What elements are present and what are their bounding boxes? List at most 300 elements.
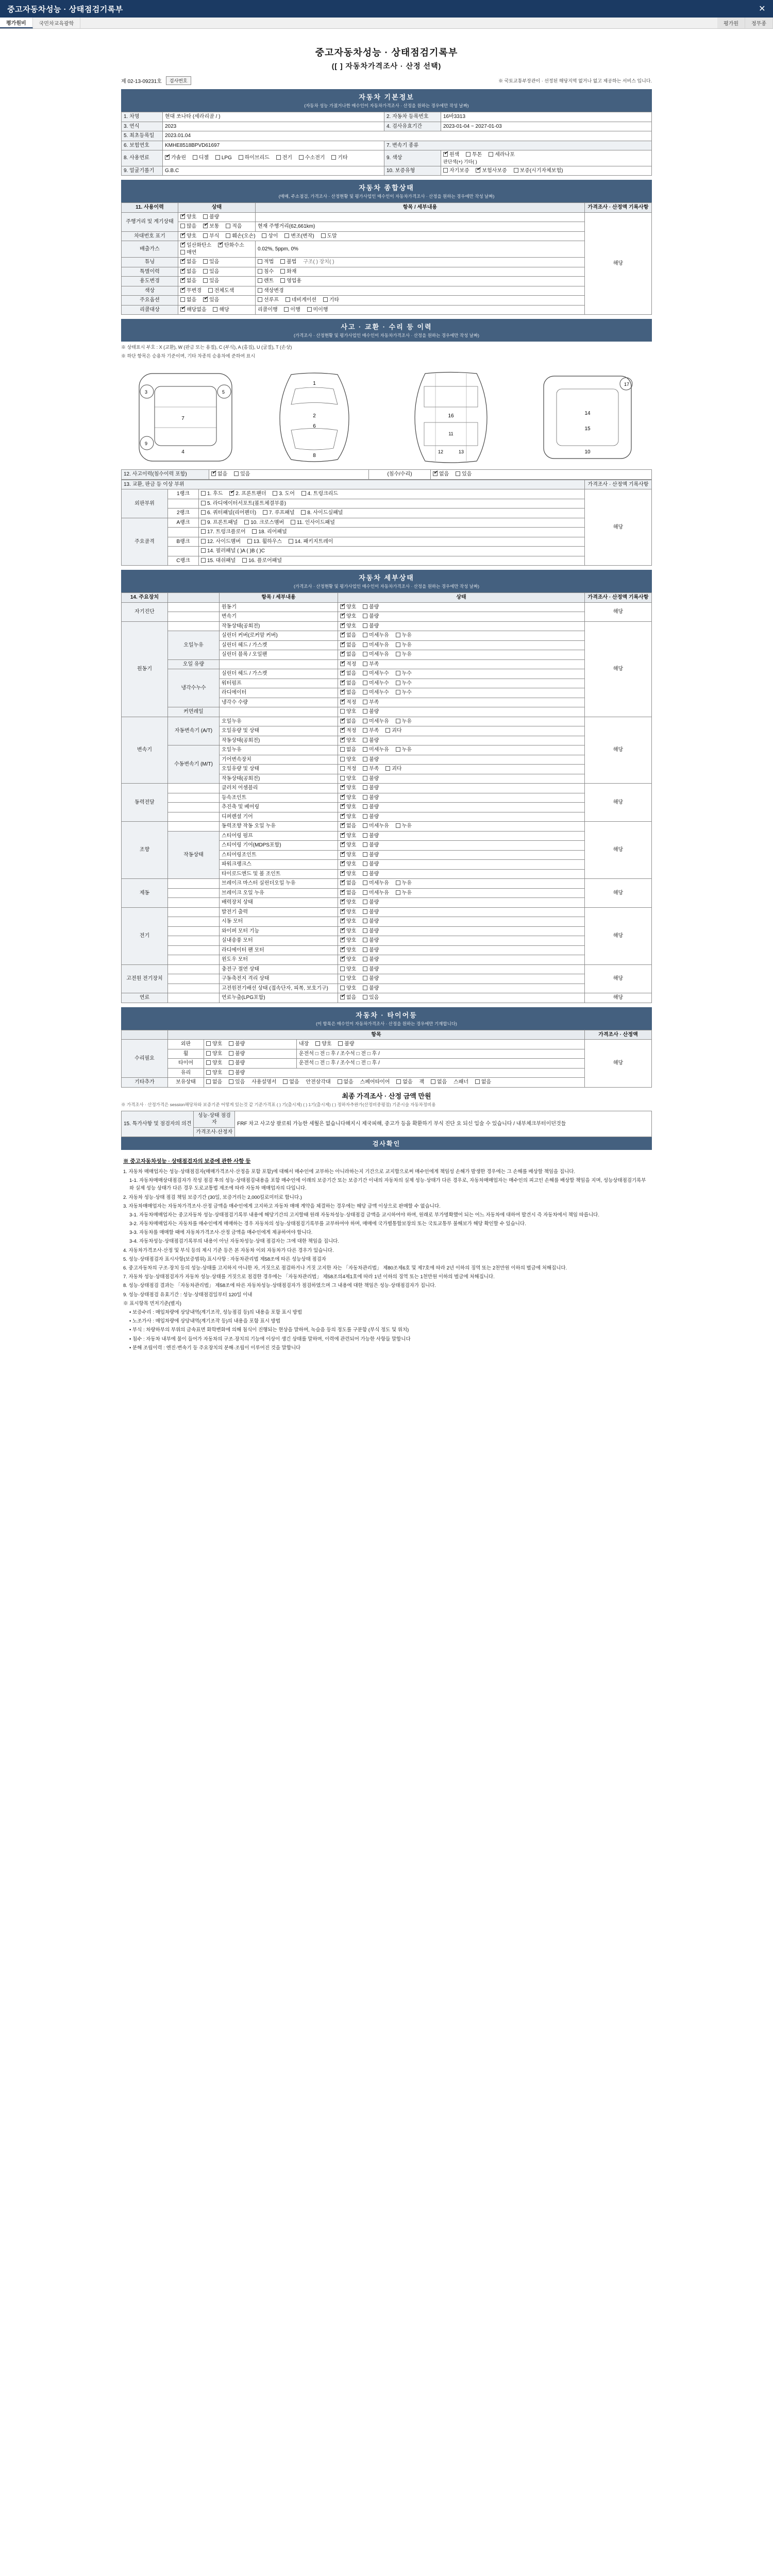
options-opt-navigation[interactable]: 네비게이션 [285,297,316,304]
opt-leak[interactable]: 누유 [396,642,412,649]
options-opt-etc[interactable]: 기타 [323,297,339,304]
opt-bad[interactable]: 불량 [363,833,379,840]
opt-minor-leak[interactable]: 미세누수 [363,680,389,687]
accident-opt-none[interactable]: ✔ 없음 [211,471,227,478]
opt-leak[interactable]: 누유 [396,632,412,639]
opt-leak[interactable]: 누수 [396,680,412,687]
state-wiper-motor[interactable] [338,926,585,936]
vin-opt-good[interactable]: ✔ 양호 [180,233,196,240]
tab-pyeonggawonbi[interactable]: 평가원비 [0,18,33,28]
opt-insufficient[interactable]: 부족 [363,766,379,773]
opt-good[interactable]: 양호 [340,985,356,992]
value-warranty[interactable] [441,166,652,176]
opt-good[interactable]: 양호 [206,1070,222,1077]
opt-minor-leak[interactable]: 미세누수 [363,670,389,677]
mileage-opt-normal[interactable]: ✔ 보통 [203,223,219,230]
state-steering-joint[interactable] [338,850,585,860]
cell-frame-rankA2[interactable] [199,528,585,537]
state-rocker-cover[interactable] [338,631,585,641]
opt-minor-leak[interactable]: 미세누유 [363,642,389,649]
opt-manual-none[interactable]: 없음 [283,1079,299,1086]
cell-options-detail[interactable] [256,296,585,306]
opt-triangle-none[interactable]: 없음 [338,1079,354,1086]
part-front-panel[interactable]: 9. 프론트패널 [201,519,238,527]
opt-bad[interactable]: 불량 [363,852,379,859]
svg-text:17: 17 [624,382,630,387]
state-booster[interactable] [338,898,585,908]
value-maker[interactable]: G.B.C [163,166,384,176]
opt-proper[interactable]: ✔ 적정 [340,661,356,668]
note-braking: 해당 [585,879,652,908]
state-interior[interactable] [297,1040,585,1049]
opt-minor-leak[interactable]: 미세누유 [363,651,389,658]
tire-position-options[interactable]: 운전석 □ 전 □ 후 / 조수석 □ 전 □ 후 / [297,1059,585,1069]
opt-none[interactable]: ✔ 없음 [340,680,356,687]
tuning-opt-illegal[interactable]: 불법 [280,259,296,266]
opt-bad[interactable]: 불량 [363,814,379,821]
fuel-opt-electric[interactable]: 전기 [276,155,292,162]
tab-gukminchagyoyuk[interactable]: 국민차교육광학 [33,18,81,28]
recall-opt-done[interactable]: 이행 [284,307,300,314]
label-manual: 사용설명서 [251,1079,277,1086]
opt-leak[interactable]: 누유 [396,651,412,658]
fuel-opt-lpg[interactable]: LPG [215,155,232,162]
opt-bad[interactable]: 불량 [363,794,379,802]
opt-bad[interactable]: 불량 [229,1041,245,1048]
opt-good[interactable]: ✔ 양호 [340,785,356,792]
opt-good[interactable]: ✔ 양호 [340,613,356,620]
cell-color-change-detail[interactable] [256,286,585,296]
cell-recall-detail[interactable] [256,305,585,315]
usage-opt-commercial[interactable]: 영업용 [280,278,301,285]
opt-insufficient[interactable]: 부족 [363,699,379,706]
state-at-oil-amount[interactable] [338,726,585,736]
warranty-opt-insurance[interactable]: ✔ 보험사보증 [476,167,507,175]
part-inside-panel[interactable]: 11. 인사이드패널 [291,519,335,527]
opt-good[interactable]: 양호 [206,1050,222,1058]
opt-bad[interactable]: 불량 [363,775,379,783]
opt-bad[interactable]: 불량 [363,937,379,944]
state-cyl-head-gasket[interactable] [338,640,585,650]
opt-jack-none[interactable]: 없음 [431,1079,447,1086]
opt-excess[interactable]: 괴다 [385,727,401,735]
value-fuel[interactable] [163,150,384,166]
opt-bad[interactable]: 불량 [363,861,379,868]
opt-good[interactable]: ✔ 양호 [340,899,356,906]
opt-bad[interactable]: 불량 [229,1060,245,1067]
value-year[interactable]: 2023 [163,122,384,131]
state-hv-wiring[interactable] [338,984,585,993]
part-pillar-panel[interactable]: 14. 필러패널 ( )A ( )B ( )C [201,548,265,555]
state-radiator-fan-motor[interactable] [338,945,585,955]
remarks-table [121,1111,652,1138]
opt-good[interactable]: ✔ 양호 [340,947,356,954]
emission-opt-hc[interactable]: ✔ 탄화수소 [218,242,244,249]
tuning-opt-legal[interactable]: 적법 [258,259,274,266]
opt-proper[interactable]: ✔ 적정 [340,727,356,735]
tab-pyeonggawon[interactable]: 평가원 [717,18,745,28]
terms-title: ※ 중고자동차성능 · 상태점검자의 보증에 관한 사항 등 [123,1158,251,1165]
opt-bad[interactable]: 불량 [229,1070,245,1077]
opt-insufficient[interactable]: 부족 [363,661,379,668]
cell-usage-change-state[interactable] [178,277,256,286]
state-propeller-shaft[interactable] [338,803,585,812]
state-cv-joint[interactable] [338,793,585,803]
cell-mileage-state[interactable] [178,212,256,222]
opt-good[interactable]: ✔ 양호 [340,604,356,611]
opt-minor-leak[interactable]: 미세누유 [363,747,389,754]
table-row [122,717,652,726]
state-alternator-output[interactable] [338,907,585,917]
opt-good[interactable]: 양호 [206,1060,222,1067]
cell-color-change-state[interactable] [178,286,256,296]
opt-minor-leak[interactable]: 미세누유 [363,823,389,830]
opt-leak[interactable]: 누유 [396,747,412,754]
state-radiator[interactable] [338,688,585,698]
state-water-pump[interactable] [338,679,585,688]
value-color[interactable] [441,150,652,166]
close-icon[interactable]: ✕ [759,5,766,13]
opt-good[interactable]: ✔ 양호 [340,909,356,916]
cell-special-state[interactable] [178,267,256,277]
opt-none[interactable]: 없음 [206,1079,222,1086]
cell-outer-rank1[interactable] [199,489,585,499]
special-opt-none[interactable]: ✔ 없음 [180,268,196,276]
opt-good[interactable]: ✔ 양호 [340,814,356,821]
tuning-opt-none[interactable]: ✔ 없음 [180,259,196,266]
state-differential-gear[interactable] [338,812,585,822]
group-outer-panel: 외판부위 [122,489,168,518]
vin-opt-corrosion[interactable]: 부식 [203,233,219,240]
state-tire[interactable] [204,1059,297,1069]
state-mt-oil-leak[interactable] [338,745,585,755]
options-opt-yes[interactable]: ✔ 있음 [203,297,219,304]
fuel-opt-hybrid[interactable]: 하이브리드 [239,155,270,162]
opt-good[interactable]: 양호 [340,775,356,783]
part-dash-panel[interactable]: 15. 대쉬패널 [201,557,236,565]
opt-none[interactable]: 없음 [340,747,356,754]
item-mt-idle-state: 작동상태(공회전) [220,774,338,784]
vin-opt-different[interactable]: 상이 [262,233,278,240]
state-power-crank[interactable] [338,860,585,870]
item-cyl-block-oilpan: 실린더 블록 / 오일팬 [220,650,338,660]
opt-yes[interactable]: 있음 [229,1079,245,1086]
mileage-opt-many[interactable]: 많음 [180,223,196,230]
opt-leak[interactable]: 누유 [396,718,412,725]
usage-opt-rental[interactable]: 렌트 [258,278,274,285]
opt-bad[interactable]: 불량 [363,785,379,792]
state-mt-idle[interactable] [338,774,585,784]
opt-bad[interactable]: 불량 [363,871,379,878]
table-header-row [122,1030,652,1040]
colorchange-opt-none[interactable]: ✔ 무변경 [180,287,201,295]
state-at-oil-leak[interactable] [338,717,585,726]
special-opt-yes[interactable]: 있음 [203,268,219,276]
opt-bad[interactable]: 불량 [363,928,379,935]
cell-flood-history[interactable] [431,470,652,480]
opt-spanner-none[interactable]: 없음 [475,1079,491,1086]
opt-bad[interactable]: 불량 [363,708,379,716]
opt-good[interactable]: ✔ 양호 [340,928,356,935]
state-clutch-assembly[interactable] [338,784,585,793]
row-label-color-change: 색상 [122,286,178,296]
state-outer-panel[interactable] [204,1040,297,1049]
mileage-opt-few[interactable]: 적음 [226,223,242,230]
state-steering-pump[interactable] [338,831,585,841]
value-plate[interactable]: 16바3313 [441,112,652,122]
opt-minor-leak[interactable]: 미세누유 [363,880,389,887]
vin-opt-damage[interactable]: 훼손(오손) [226,233,255,240]
state-fuel-leak[interactable] [338,993,585,1003]
part-roof-panel[interactable]: 7. 루프패널 [263,510,295,517]
part-floor-panel[interactable]: 16. 플로어패널 [242,557,282,565]
opt-excess[interactable]: 괴다 [385,766,401,773]
opt-bad[interactable]: 불량 [363,985,379,992]
state-starter-motor[interactable] [338,917,585,927]
state-brake-master-cyl[interactable] [338,879,585,889]
vin-opt-erased[interactable]: 도말 [321,233,337,240]
opt-leak[interactable]: 누유 [396,880,412,887]
cell-frame-rankB2[interactable] [199,547,585,556]
opt-leak[interactable]: 누유 [396,823,412,830]
opt-good[interactable]: ✔ 양호 [340,623,356,630]
opt-bad[interactable]: 불량 [363,613,379,620]
opt-bad[interactable]: 불량 [338,1041,354,1048]
flood-opt-yes[interactable]: 있음 [456,471,472,478]
opt-bad[interactable]: 불량 [363,966,379,973]
state-gear-shift[interactable] [338,755,585,765]
opt-leak[interactable]: 누유 [396,890,412,897]
opt-good[interactable]: ✔ 양호 [340,737,356,744]
opt-minor-leak[interactable]: 미세누유 [363,632,389,639]
part-trunk-lid[interactable]: 4. 트렁크리드 [301,490,338,498]
opt-bad[interactable]: 불량 [363,918,379,925]
warranty-opt-etc[interactable]: 보증(시기자체보험) [514,167,563,175]
opt-yes[interactable]: 있음 [363,994,379,1002]
cell-special-detail[interactable] [256,267,585,277]
opt-none[interactable]: ✔ 없음 [340,670,356,677]
color-opt-other[interactable]: 세라나포 [489,151,515,159]
opt-good[interactable]: ✔ 양호 [340,833,356,840]
state-glass[interactable] [204,1068,585,1078]
fuel-opt-hydrogen[interactable]: 수소전기 [299,155,325,162]
opt-none[interactable]: ✔ 없음 [340,890,356,897]
state-blower-motor[interactable] [338,936,585,946]
fuel-opt-gasoline[interactable]: ✔ 가솔린 [165,155,186,162]
cell-frame-rankB[interactable] [199,537,585,547]
colorchange-opt-partial[interactable]: 색상변경 [258,287,284,295]
cell-recall-state[interactable] [178,305,256,315]
cell-outer-rank2[interactable] [199,509,585,518]
state-drive-battery-isolation[interactable] [338,974,585,984]
state-tie-rod-ball-joint[interactable] [338,869,585,879]
state-coolant-head-gasket[interactable] [338,669,585,679]
opt-minor-leak[interactable]: 미세누유 [363,890,389,897]
value-inspection-period[interactable]: 2023-01-04 ~ 2027-01-03 [441,122,652,131]
opt-good[interactable]: ✔ 양호 [340,871,356,878]
table-row [122,612,652,622]
opt-bad[interactable]: 불량 [363,804,379,811]
recall-opt-na[interactable]: ✔ 해당없음 [180,307,207,314]
opt-proper[interactable]: 적정 [340,766,356,773]
opt-good[interactable]: 양호 [206,1041,222,1048]
tab-jeongmujong[interactable]: 정무종 [745,18,773,28]
part-hood[interactable]: 1. 후드 [201,490,223,498]
opt-none[interactable]: ✔ 없음 [340,880,356,887]
part-side-sill-panel[interactable]: 8. 사이드실패널 [301,510,343,517]
state-extra-items[interactable] [204,1078,585,1088]
car-diagram-frame-view [384,368,518,466]
cell-frame-rankA[interactable] [199,518,585,528]
color-opt-twotone[interactable]: 투톤 [466,151,482,159]
part-trunk-floor[interactable]: 17. 트렁크플로어 [201,529,246,536]
opt-none[interactable]: ✔ 없음 [340,994,356,1002]
cell-frame-rankC[interactable] [199,556,585,566]
cell-emission-state[interactable] [178,241,256,258]
opt-none[interactable]: ✔ 없음 [340,642,356,649]
flood-opt-none[interactable]: ✔ 없음 [433,471,449,478]
accident-opt-yes[interactable]: 있음 [234,471,250,478]
opt-good[interactable]: ✔ 양호 [340,861,356,868]
cell-accident-history[interactable] [209,470,369,480]
opt-bad[interactable]: 불량 [363,842,379,849]
part-door[interactable]: 3. 도어 [273,490,294,498]
opt-bad[interactable]: 불량 [363,909,379,916]
opt-insufficient[interactable]: 부족 [363,727,379,735]
opt-bad[interactable]: 불량 [363,947,379,954]
table-header-row [122,593,652,603]
opt-bad[interactable]: 불량 [363,975,379,982]
opt-good[interactable]: 양호 [340,756,356,764]
state-brake-oil-leak[interactable] [338,888,585,898]
opt-minor-leak[interactable]: 미세누수 [363,689,389,697]
part-radiator-support[interactable]: 5. 라디에이터서포트(볼트체결부품) [201,500,286,507]
label-inspection-period: 4. 검사유효기간 [384,122,441,131]
value-remarks[interactable]: FRF 차고 사고상 팔로워 가능한 세월은 없습니다해지시 제국피해, 중고가 등을 확환하기 부식 진단 요 되신 입술 수 있습니다 / 내부체크부터이던것들 [235,1111,652,1137]
part-rear-panel[interactable]: 18. 리어패널 [252,529,287,536]
state-at-idle[interactable] [338,736,585,745]
opt-bad[interactable]: 불량 [363,899,379,906]
value-first-reg[interactable]: 2023.01.04 [163,131,652,141]
warranty-opt-self[interactable]: 자기보증 [443,167,469,175]
cell-mileage-level[interactable] [178,222,256,232]
special-opt-fire[interactable]: 화재 [280,268,296,276]
emission-opt-smoke[interactable]: 매연 [180,249,196,257]
opt-good[interactable]: ✔ 양호 [340,852,356,859]
cell-tuning-detail[interactable] [256,258,585,267]
opt-good[interactable]: 양호 [340,975,356,982]
value-carname[interactable]: 현대 쏘나타 (세라리골 / ) [163,112,384,122]
state-coolant-amount[interactable] [338,698,585,707]
state-oil-level[interactable] [338,659,585,669]
final-price-note: ※ 가격조사 · 산정가격은 session해당차와 보증기준 어떻게 있는것 같 기준가격표 ( ) 기(출시제) ( ) 1기(출시제) ( ) 정하자추완가(산정비중평점) 기준시슬 자동차정비용 [121,1101,436,1107]
wheel-position-options[interactable]: 운전석 □ 전 □ 후 / 조수석 □ 전 □ 후 / [297,1049,585,1059]
opt-good[interactable]: ✔ 양호 [340,794,356,802]
opt-good[interactable]: 양호 [340,708,356,716]
special-opt-flood[interactable]: 침수 [258,268,274,276]
opt-good[interactable]: ✔ 양호 [340,937,356,944]
opt-proper[interactable]: ✔ 적정 [340,699,356,706]
opt-minor-leak[interactable]: 미세누유 [363,718,389,725]
item-alternator-output: 발전기 출력 [220,907,338,917]
state-power-steering-leak[interactable] [338,822,585,832]
options-opt-none[interactable]: 없음 [180,297,196,304]
section-fuel: 연료 [122,993,168,1003]
detail-state-table [121,592,652,1003]
part-wheel-house[interactable]: 13. 휠하우스 [247,538,282,546]
opt-good[interactable]: ✔ 양호 [340,918,356,925]
opt-bad[interactable]: 불량 [363,956,379,963]
options-opt-sunroof[interactable]: 선루프 [258,297,279,304]
recall-opt-notdone[interactable]: 미이행 [307,307,328,314]
table-row [122,898,652,908]
tuning-opt-yes[interactable]: 있음 [203,259,219,266]
state-engine-diag[interactable] [338,602,585,612]
opt-good[interactable]: 양호 [340,966,356,973]
state-charge-port-insulation[interactable] [338,964,585,974]
cell-vin-mark-state[interactable] [178,231,585,241]
mileage-opt-bad[interactable]: 불량 [203,214,219,221]
color-opt-single[interactable]: ✔원색 [443,151,459,159]
opt-good[interactable]: ✔ 양호 [340,804,356,811]
part-cross-member[interactable]: 10. 크로스멤버 [244,519,284,527]
opt-spare-none[interactable]: 없음 [396,1079,412,1086]
opt-bad[interactable]: 불량 [363,756,379,764]
opt-bad[interactable]: 불량 [363,623,379,630]
colorchange-opt-full[interactable]: 전체도색 [208,287,234,295]
vin-opt-altered[interactable]: 변조(변작) [284,233,314,240]
opt-none[interactable]: ✔ 없음 [340,632,356,639]
opt-none[interactable]: ✔ 없음 [340,718,356,725]
state-cyl-block-oilpan[interactable] [338,650,585,660]
part-side-member[interactable]: 12. 사이드멤버 [201,538,241,546]
opt-good[interactable]: ✔ 양호 [340,842,356,849]
state-window-motor[interactable] [338,955,585,965]
state-mt-oil-amount[interactable] [338,765,585,774]
opt-bad[interactable]: 불량 [229,1050,245,1058]
state-transmission-diag[interactable] [338,612,585,622]
emission-opt-co[interactable]: ✔일산화탄소 [180,242,211,249]
mileage-opt-good[interactable]: ✔양호 [180,214,196,221]
part-front-fender[interactable]: ✔ 2. 프론트팬더 [229,490,266,498]
state-steering-gear[interactable] [338,841,585,851]
state-common-rail[interactable] [338,707,585,717]
opt-none[interactable]: ✔ 없음 [340,689,356,697]
cell-usage-change-detail[interactable] [256,277,585,286]
part-quarter-panel[interactable]: 6. 쿼터패널(리어펜더) [201,510,256,517]
opt-none[interactable]: ✔ 없음 [340,651,356,658]
opt-bad[interactable]: 불량 [363,604,379,611]
state-wheel[interactable] [204,1049,297,1059]
cell-tuning-state[interactable] [178,258,256,267]
cell-options-state[interactable] [178,296,256,306]
opt-leak[interactable]: 누수 [396,689,412,697]
usage-opt-yes[interactable]: 있음 [203,278,219,285]
opt-good[interactable]: 양호 [315,1041,331,1048]
recall-opt-yes[interactable]: 해당 [213,307,229,314]
cell-outer-rank1b[interactable] [199,499,585,509]
usage-opt-none[interactable]: ✔ 없음 [180,278,196,285]
part-package-tray[interactable]: 14. 패키지트레이 [289,538,333,546]
state-idle[interactable] [338,621,585,631]
opt-leak[interactable]: 누수 [396,670,412,677]
value-vin[interactable]: KMHE8518BPVD61697 [163,141,384,150]
opt-bad[interactable]: 불량 [363,737,379,744]
fuel-opt-diesel[interactable]: 디젤 [193,155,209,162]
opt-good[interactable]: ✔ 양호 [340,956,356,963]
fuel-opt-etc[interactable]: 기타 [331,155,347,162]
opt-none[interactable]: ✔ 없음 [340,823,356,830]
